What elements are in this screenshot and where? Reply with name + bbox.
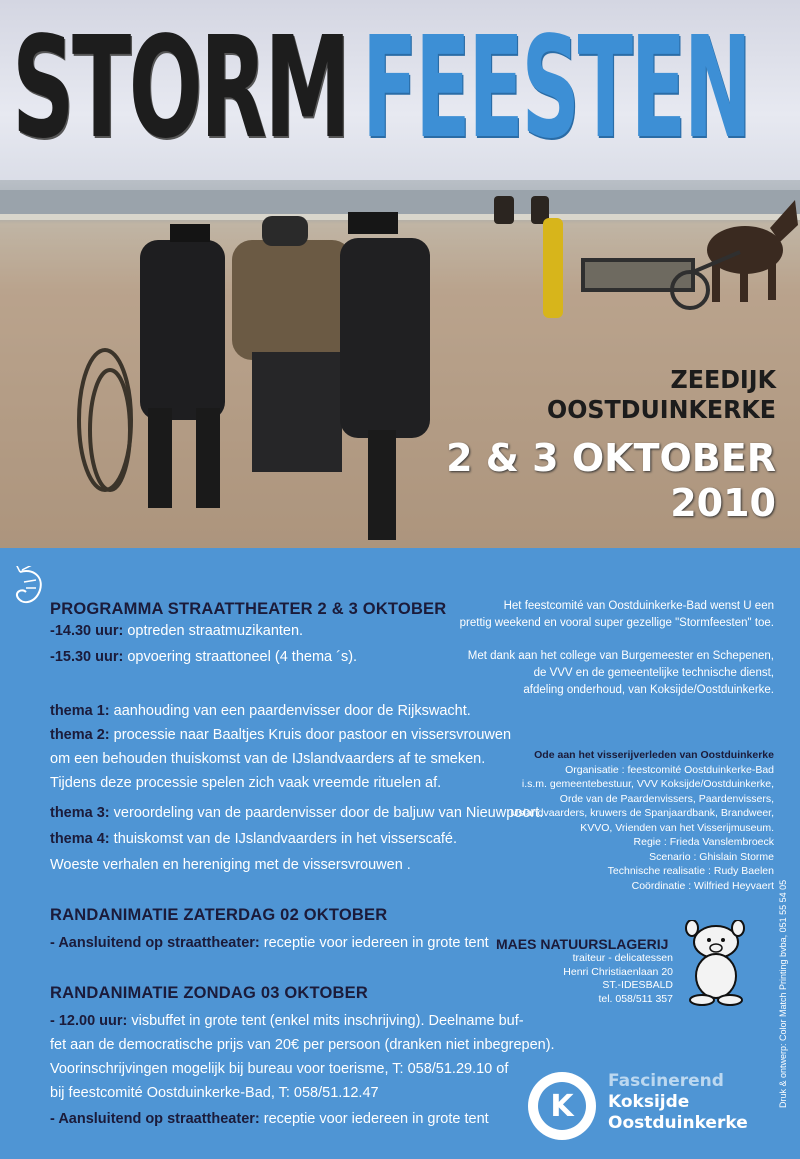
- thema-2-line-3: Tijdens deze processie spelen zich vaak vreemde rituelen af.: [50, 775, 442, 791]
- koksijde-logo-text: [608, 1070, 748, 1134]
- credits-block: [510, 748, 774, 893]
- thanks-line-5: afdeling onderhoud, van Koksijde/Oostduinkerke.: [523, 684, 774, 696]
- sunday-line-5: [50, 1108, 489, 1131]
- credits-line: Orde van de Paardenvissers, Paardenvissers,: [559, 792, 774, 805]
- saturday-line: [50, 932, 489, 955]
- credits-line: IJslandvaarders, kruwers de Spanjaardbank, Brandweer,: [510, 807, 774, 819]
- logo-line-2: Koksijde: [608, 1092, 690, 1112]
- credits-heading: Ode aan het visserijverleden van Oostduinkerke: [534, 749, 774, 761]
- program-time-1: -14.30 uur:: [50, 623, 128, 639]
- thema-2: [50, 724, 511, 747]
- logo-line-3: Oostduinkerke: [608, 1113, 748, 1133]
- print-credit: Druk & ontwerp: Color Match Printing bvba, 051 55 54 05: [778, 879, 788, 1108]
- sunday-text-1: visbuffet in grote tent (enkel mits inschrijving). Deelname buf-: [131, 1013, 524, 1029]
- program-text-2: opvoering straattoneel (4 thema ´s).: [127, 649, 358, 665]
- thema-2-line-2: om een behouden thuiskomst van de IJslandvaarders af te smeken.: [50, 751, 486, 767]
- event-year: 2010: [670, 481, 776, 525]
- credits-line: Technische realisatie : Rudy Baelen: [607, 865, 774, 877]
- thema-1-label: thema 1:: [50, 703, 114, 719]
- shrimp-icon: [14, 566, 46, 610]
- credits-line: i.s.m. gemeentebestuur, VVV Koksijde/Oostduinkerke,: [521, 778, 774, 790]
- sponsor-line-1: traiteur - delicatessen: [572, 952, 673, 964]
- thema-4-line-2: Woeste verhalen en hereniging met de vissersvrouwen .: [50, 857, 411, 873]
- program-heading: PROGRAMMA STRAATTHEATER 2 & 3 OKTOBER: [50, 600, 447, 618]
- sunday-line-1: [50, 1010, 524, 1033]
- sunday-line-2: fet aan de democratische prijs van 20€ per persoon (dranken niet inbegrepen).: [50, 1037, 555, 1053]
- thema-2-label: thema 2:: [50, 727, 114, 743]
- koksijde-logo-letter: K: [538, 1082, 586, 1130]
- logo-line-1: Fascinerend: [608, 1071, 724, 1091]
- program-text-1: optreden straatmuzikanten.: [127, 623, 304, 639]
- sunday-line-3: Voorinschrijvingen mogelijk bij bureau voor toerisme, T: 058/51.29.10 of: [50, 1061, 509, 1077]
- sponsor-line-4: tel. 058/511 357: [598, 992, 673, 1005]
- program-line-1: [50, 620, 303, 643]
- thema-1-text: aanhouding van een paardenvisser door de Rijkswacht.: [113, 703, 471, 719]
- sunday-line-4: bij feestcomité Oostduinkerke-Bad, T: 058/51.12.47: [50, 1085, 379, 1101]
- sponsor-line-2: Henri Christiaenlaan 20: [563, 965, 673, 978]
- credits-line: Organisatie : feestcomité Oostduinkerke-Bad: [565, 763, 774, 776]
- title-band: [0, 0, 800, 190]
- credits-line: Regie : Frieda Vanslembroeck: [633, 836, 774, 848]
- thanks-line-3: Met dank aan het college van Burgemeester en Schepenen,: [467, 650, 774, 662]
- sunday-time: - 12.00 uur:: [50, 1013, 132, 1029]
- thanks-line-2: prettig weekend en vooral super gezellige "Stormfeesten" toe.: [459, 617, 774, 629]
- saturday-label: - Aansluitend op straattheater:: [50, 935, 264, 951]
- sponsor-line-3: ST.-IDESBALD: [602, 979, 673, 991]
- program-section: [0, 548, 800, 1159]
- sponsor-name: MAES NATUURSLAGERIJ: [496, 936, 669, 952]
- thanks-line-4: de VVV en de gemeentelijke technische dienst,: [533, 667, 774, 679]
- credits-line: Scenario : Ghislain Storme: [649, 850, 774, 863]
- beach-photo: [0, 180, 800, 548]
- thema-4-text-1: thuiskomst van de IJslandvaarders in het visserscafé.: [113, 831, 457, 847]
- sponsor-block: [498, 936, 673, 1006]
- thema-3: [50, 802, 543, 825]
- thanks-line-1: Het feestcomité van Oostduinkerke-Bad wenst U een: [503, 600, 774, 612]
- saturday-text: receptie voor iedereen in grote tent: [263, 935, 489, 951]
- thanks-acknowledgement: [468, 648, 774, 699]
- event-venue-2: OOSTDUINKERKE: [547, 395, 776, 424]
- title-feesten: FEESTEN: [362, 7, 750, 170]
- pig-mascot-icon: [682, 920, 752, 1006]
- credits-line: KVVO, Vrienden van het Visserijmuseum.: [580, 821, 774, 834]
- koksijde-logo: [528, 1072, 596, 1140]
- program-line-2: [50, 646, 357, 669]
- thema-4: [50, 828, 457, 851]
- sunday-label-2: - Aansluitend op straattheater:: [50, 1111, 264, 1127]
- thema-1: [50, 700, 471, 723]
- thema-3-label: thema 3:: [50, 805, 114, 821]
- event-venue-1: ZEEDIJK: [670, 365, 776, 394]
- thanks-wish: [460, 598, 774, 632]
- sunday-text-5: receptie voor iedereen in grote tent: [263, 1111, 489, 1127]
- credits-line: Coördinatie : Wilfried Heyvaert: [631, 879, 774, 892]
- event-date: 2 & 3 OKTOBER: [446, 436, 776, 480]
- thema-3-text: veroordeling van de paardenvisser door de baljuw van Nieuwpoort.: [113, 805, 544, 821]
- saturday-heading: RANDANIMATIE ZATERDAG 02 OKTOBER: [50, 906, 388, 924]
- thema-4-label: thema 4:: [50, 831, 114, 847]
- thema-2-text-1: processie naar Baaltjes Kruis door pastoor en vissersvrouwen: [113, 727, 512, 743]
- title-storm: STORM: [12, 7, 349, 170]
- sunday-heading: RANDANIMATIE ZONDAG 03 OKTOBER: [50, 984, 368, 1002]
- program-time-2: -15.30 uur:: [50, 649, 128, 665]
